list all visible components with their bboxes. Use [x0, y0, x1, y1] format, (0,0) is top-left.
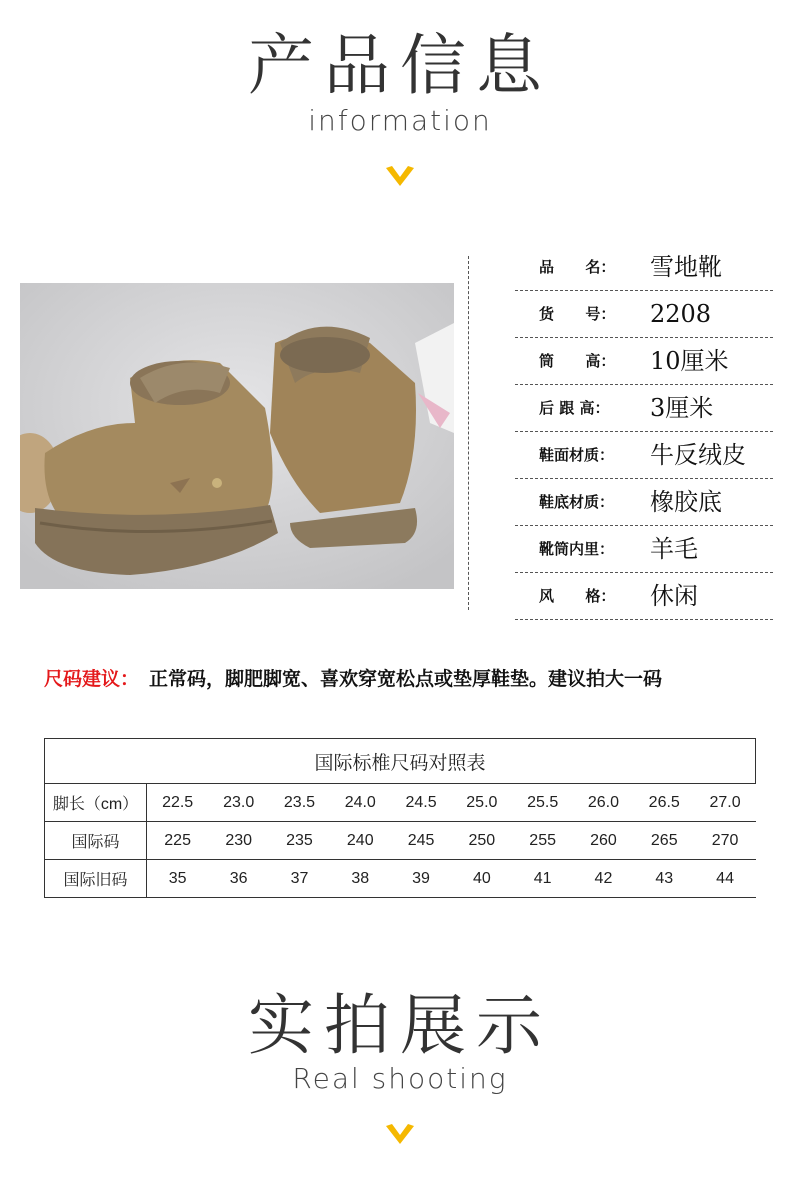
spec-value: 橡胶底 — [650, 488, 722, 516]
spec-label: 后 跟 高： — [539, 399, 610, 417]
table-cell: 42 — [573, 860, 634, 898]
size-advice — [44, 664, 662, 691]
table-cell: 225 — [147, 822, 209, 860]
table-cell: 23.5 — [269, 784, 330, 822]
row-header: 脚长（cm） — [45, 784, 147, 822]
spec-label: 品 名： — [539, 258, 616, 276]
spec-value: 羊毛 — [650, 535, 698, 563]
spec-value: 牛反绒皮 — [650, 441, 746, 469]
table-cell: 37 — [269, 860, 330, 898]
size-chart-title: 国际标椎尺码对照表 — [45, 739, 756, 784]
table-cell: 26.5 — [634, 784, 695, 822]
spec-value: 2208 — [650, 300, 712, 328]
section-subtitle-information: information — [308, 104, 492, 137]
table-cell: 40 — [451, 860, 512, 898]
spec-row — [515, 432, 773, 479]
table-cell: 260 — [573, 822, 634, 860]
spec-label: 筒 高： — [539, 352, 616, 370]
table-cell: 255 — [512, 822, 573, 860]
table-cell: 25.0 — [451, 784, 512, 822]
spec-label: 鞋面材质： — [539, 446, 615, 464]
size-advice-text: 正常码，脚肥脚宽、喜欢穿宽松点或垫厚鞋垫。建议拍大一码 — [149, 668, 663, 690]
spec-value: 3厘米 — [650, 394, 714, 422]
table-cell: 245 — [391, 822, 452, 860]
spec-value: 休闲 — [650, 582, 698, 610]
table-cell: 265 — [634, 822, 695, 860]
vertical-divider — [468, 256, 469, 610]
table-cell: 23.0 — [208, 784, 269, 822]
table-cell: 235 — [269, 822, 330, 860]
chevron-down-icon — [386, 1124, 414, 1144]
chevron-down-icon — [386, 166, 414, 186]
table-cell: 26.0 — [573, 784, 634, 822]
table-cell: 39 — [391, 860, 452, 898]
section-title-product-info: 产品信息 — [248, 27, 552, 104]
row-header: 国际旧码 — [45, 860, 147, 898]
section-subtitle-real-shooting: Real shooting — [292, 1062, 508, 1095]
table-cell: 27.0 — [695, 784, 756, 822]
spec-label: 鞋底材质： — [539, 493, 615, 511]
row-header: 国际码 — [45, 822, 147, 860]
table-cell: 36 — [208, 860, 269, 898]
table-cell: 43 — [634, 860, 695, 898]
table-cell: 35 — [147, 860, 209, 898]
spec-label: 货 号： — [539, 305, 616, 323]
table-cell: 230 — [208, 822, 269, 860]
table-cell: 38 — [330, 860, 391, 898]
table-cell: 44 — [695, 860, 756, 898]
spec-row — [515, 338, 773, 385]
spec-list — [515, 244, 773, 620]
spec-value: 10厘米 — [650, 347, 729, 375]
spec-row — [515, 479, 773, 526]
spec-row — [515, 385, 773, 432]
table-cell: 270 — [695, 822, 756, 860]
table-cell: 41 — [512, 860, 573, 898]
spec-row — [515, 291, 773, 338]
table-cell: 250 — [451, 822, 512, 860]
table-cell: 24.5 — [391, 784, 452, 822]
table-row — [45, 822, 756, 860]
spec-row — [515, 526, 773, 573]
product-photo — [20, 283, 454, 589]
spec-label: 靴筒内里： — [539, 540, 615, 558]
size-chart-table — [44, 738, 756, 898]
table-cell: 25.5 — [512, 784, 573, 822]
section-title-real-shooting: 实拍展示 — [248, 987, 552, 1064]
table-row — [45, 784, 756, 822]
table-row — [45, 860, 756, 898]
table-cell: 24.0 — [330, 784, 391, 822]
table-cell: 240 — [330, 822, 391, 860]
spec-row — [515, 573, 773, 620]
table-cell: 22.5 — [147, 784, 209, 822]
spec-value: 雪地靴 — [650, 253, 722, 281]
size-advice-label: 尺码建议： — [44, 668, 140, 690]
spec-row — [515, 244, 773, 291]
spec-label: 风 格： — [539, 587, 616, 605]
